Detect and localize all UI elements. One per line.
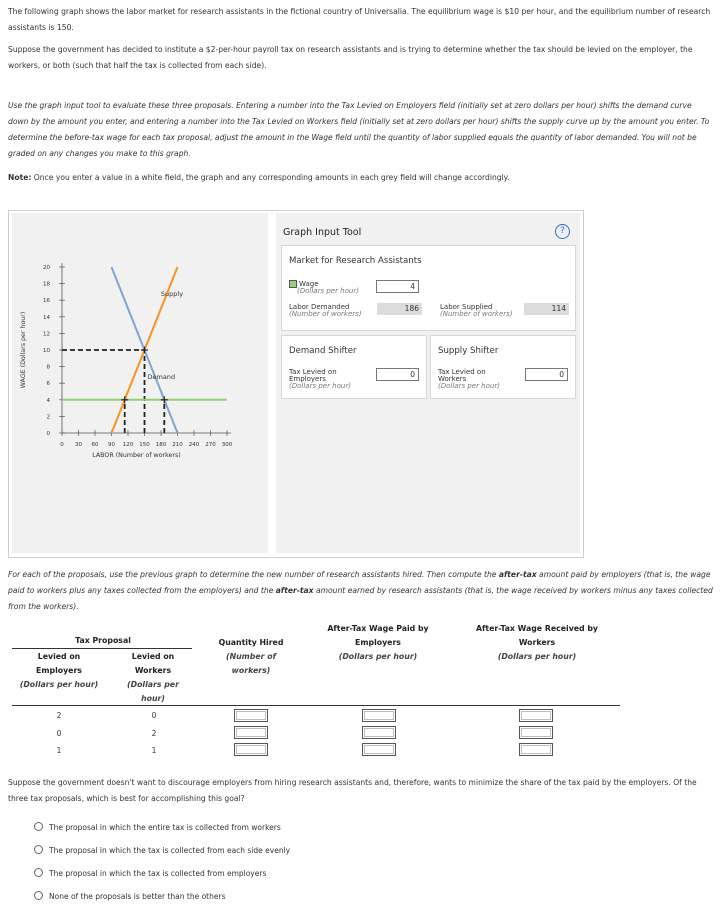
header-wage-paid: After-Tax Wage Paid by Employers: [327, 624, 429, 647]
table-header-rule: [12, 705, 620, 706]
radio-circle-icon[interactable]: [34, 868, 43, 877]
header-wage-received: After-Tax Wage Received by Workers: [475, 624, 599, 647]
x-tick-label: 150: [139, 442, 150, 448]
row1-quantity-input[interactable]: [234, 709, 268, 722]
row1-employers: 2: [56, 711, 62, 720]
market-title: Market for Research Assistants: [289, 256, 422, 266]
header-quantity-hired: Quantity Hired: [218, 638, 284, 647]
x-tick-label: 240: [188, 442, 200, 448]
row3-employers: 1: [56, 746, 62, 755]
row3-workers: 1: [151, 746, 157, 755]
row2-received-input[interactable]: [519, 726, 553, 739]
graph-panel: [8, 210, 584, 558]
y-tick-label: 12: [43, 331, 50, 338]
y-tick-label: 16: [43, 298, 50, 305]
wage-input[interactable]: 4: [376, 280, 419, 293]
supply-label: Supply: [160, 290, 184, 299]
row3-quantity-input[interactable]: [234, 743, 268, 756]
note: [8, 170, 713, 186]
intro-paragraph-1: The following graph shows the labor market for research assistants in the fictional country of Universalia. The equilibrium wage is $10 per hour, and the equilibrium number of research assistants is 150.: [8, 7, 711, 32]
header-quantity-unit: (Number of workers): [226, 652, 276, 675]
x-tick-label: 120: [122, 442, 134, 448]
radio-option[interactable]: None of the proposals is better than the others: [34, 891, 225, 902]
y-axis-label: WAGE (Dollars per hour): [20, 311, 27, 389]
x-tick-label: 0: [60, 442, 64, 448]
row1-received-input[interactable]: [519, 709, 553, 722]
supply-shifter-title: Supply Shifter: [438, 346, 499, 356]
tax-workers-label: Tax Levied on Workers (Dollars per hour): [438, 368, 500, 390]
y-tick-label: 2: [46, 414, 50, 421]
labor-supplied-value: 114: [524, 303, 569, 315]
graph-input-tool: [276, 213, 580, 553]
instructions-paragraph: Use the graph input tool to evaluate these three proposals. Entering a number into the Tax Levied on Employers field (initially set at zero dollars per hour) shifts the demand curve down by the amount you enter, and entering a number into the Tax Levied on Workers field (initially set at zero dollars per hour) shifts the supply curve up by the amount you enter. To determine the before-tax wage for each tax proposal, adjust the amount in the Wage field until the quantity of labor supplied equals the quantity of labor demanded. You will not be graded on any changes you make to this graph.: [8, 101, 710, 158]
x-tick-label: 90: [108, 442, 115, 448]
header-levied-employers-unit: (Dollars per hour): [19, 680, 99, 689]
demand-label: Demand: [147, 373, 176, 382]
y-tick-label: 10: [43, 348, 50, 354]
header-wage-paid-unit: (Dollars per hour): [338, 652, 418, 661]
radio-circle-icon[interactable]: [34, 891, 43, 900]
radio-option[interactable]: The proposal in which the tax is collected from employers: [34, 868, 266, 879]
y-tick-label: 6: [46, 381, 50, 388]
row1-paid-input[interactable]: [362, 709, 396, 722]
tool-title: Graph Input Tool: [283, 227, 362, 238]
chart-area: [12, 213, 268, 553]
row2-quantity-input[interactable]: [234, 726, 268, 739]
x-axis-label: LABOR (Number of workers): [92, 452, 181, 459]
supply-shifter-section: [430, 335, 576, 399]
header-levied-workers: Levied on Workers: [131, 652, 175, 675]
wage-swatch-icon: [289, 280, 297, 288]
y-tick-label: 14: [43, 314, 50, 321]
row2-workers: 2: [151, 729, 157, 738]
header-wage-received-unit: (Dollars per hour): [497, 652, 577, 661]
x-tick-label: 180: [155, 442, 167, 448]
row3-received-input[interactable]: [519, 743, 553, 756]
y-tick-label: 0: [46, 431, 50, 437]
radio-circle-icon[interactable]: [34, 845, 43, 854]
row2-paid-input[interactable]: [362, 726, 396, 739]
row1-workers: 0: [151, 711, 157, 720]
header-divider: [12, 648, 192, 649]
note-label: Note:: [8, 173, 32, 182]
x-tick-label: 60: [91, 442, 99, 448]
labor-demanded-label: Labor Demanded (Number of workers): [289, 303, 362, 318]
help-icon[interactable]: ?: [555, 224, 570, 239]
labor-market-chart: [12, 213, 268, 553]
radio-option[interactable]: The proposal in which the tax is collected from each side evenly: [34, 845, 290, 856]
part2-paragraph: For each of the proposals, use the previous graph to determine the new number of research assistants hired. Then compute the after-tax amount paid by employers (that is, the wage paid to workers plus any taxes collected from the employers) and the after-tax amount earned by research assistants (that is, the wage received by workers minus any taxes collected from the workers).: [8, 570, 713, 611]
wage-label: Wage (Dollars per hour): [289, 280, 359, 295]
market-section: [281, 245, 576, 331]
note-text: Once you enter a value in a white field, the graph and any corresponding amounts in each grey field will change accordingly.: [31, 173, 510, 182]
header-levied-employers: Levied on Employers: [36, 652, 82, 675]
y-tick-label: 20: [43, 265, 50, 271]
x-tick-label: 300: [221, 442, 233, 448]
radio-circle-icon[interactable]: [34, 822, 43, 831]
demand-shifter-section: [281, 335, 427, 399]
y-tick-label: 8: [46, 364, 50, 371]
x-tick-label: 30: [75, 442, 82, 448]
y-tick-label: 4: [46, 397, 50, 404]
tax-workers-input[interactable]: 0: [525, 368, 568, 381]
header-levied-workers-unit: (Dollars per hour): [127, 680, 179, 703]
x-tick-label: 210: [172, 442, 183, 448]
header-tax-proposal: Tax Proposal: [75, 636, 131, 645]
labor-demanded-value: 186: [377, 303, 422, 315]
tax-employers-label: Tax Levied on Employers (Dollars per hour): [289, 368, 351, 390]
row3-paid-input[interactable]: [362, 743, 396, 756]
row2-employers: 0: [56, 729, 62, 738]
demand-shifter-title: Demand Shifter: [289, 346, 357, 356]
tax-employers-input[interactable]: 0: [376, 368, 419, 381]
y-tick-label: 18: [43, 281, 50, 288]
labor-supplied-label: Labor Supplied (Number of workers): [440, 303, 513, 318]
question-text: Suppose the government doesn't want to discourage employers from hiring research assistants and, therefore, wants to minimize the share of the tax paid by the employers. Of the three tax proposals, which is best for accomplishing this goal?: [8, 778, 697, 803]
x-tick-label: 270: [205, 442, 216, 448]
intro-paragraph-2: Suppose the government has decided to institute a $2-per-hour payroll tax on research assistants and is trying to determine whether the tax should be levied on the employer, the workers, or both (such that half the tax is collected from each side).: [8, 45, 693, 70]
radio-option[interactable]: The proposal in which the entire tax is collected from workers: [34, 822, 281, 833]
